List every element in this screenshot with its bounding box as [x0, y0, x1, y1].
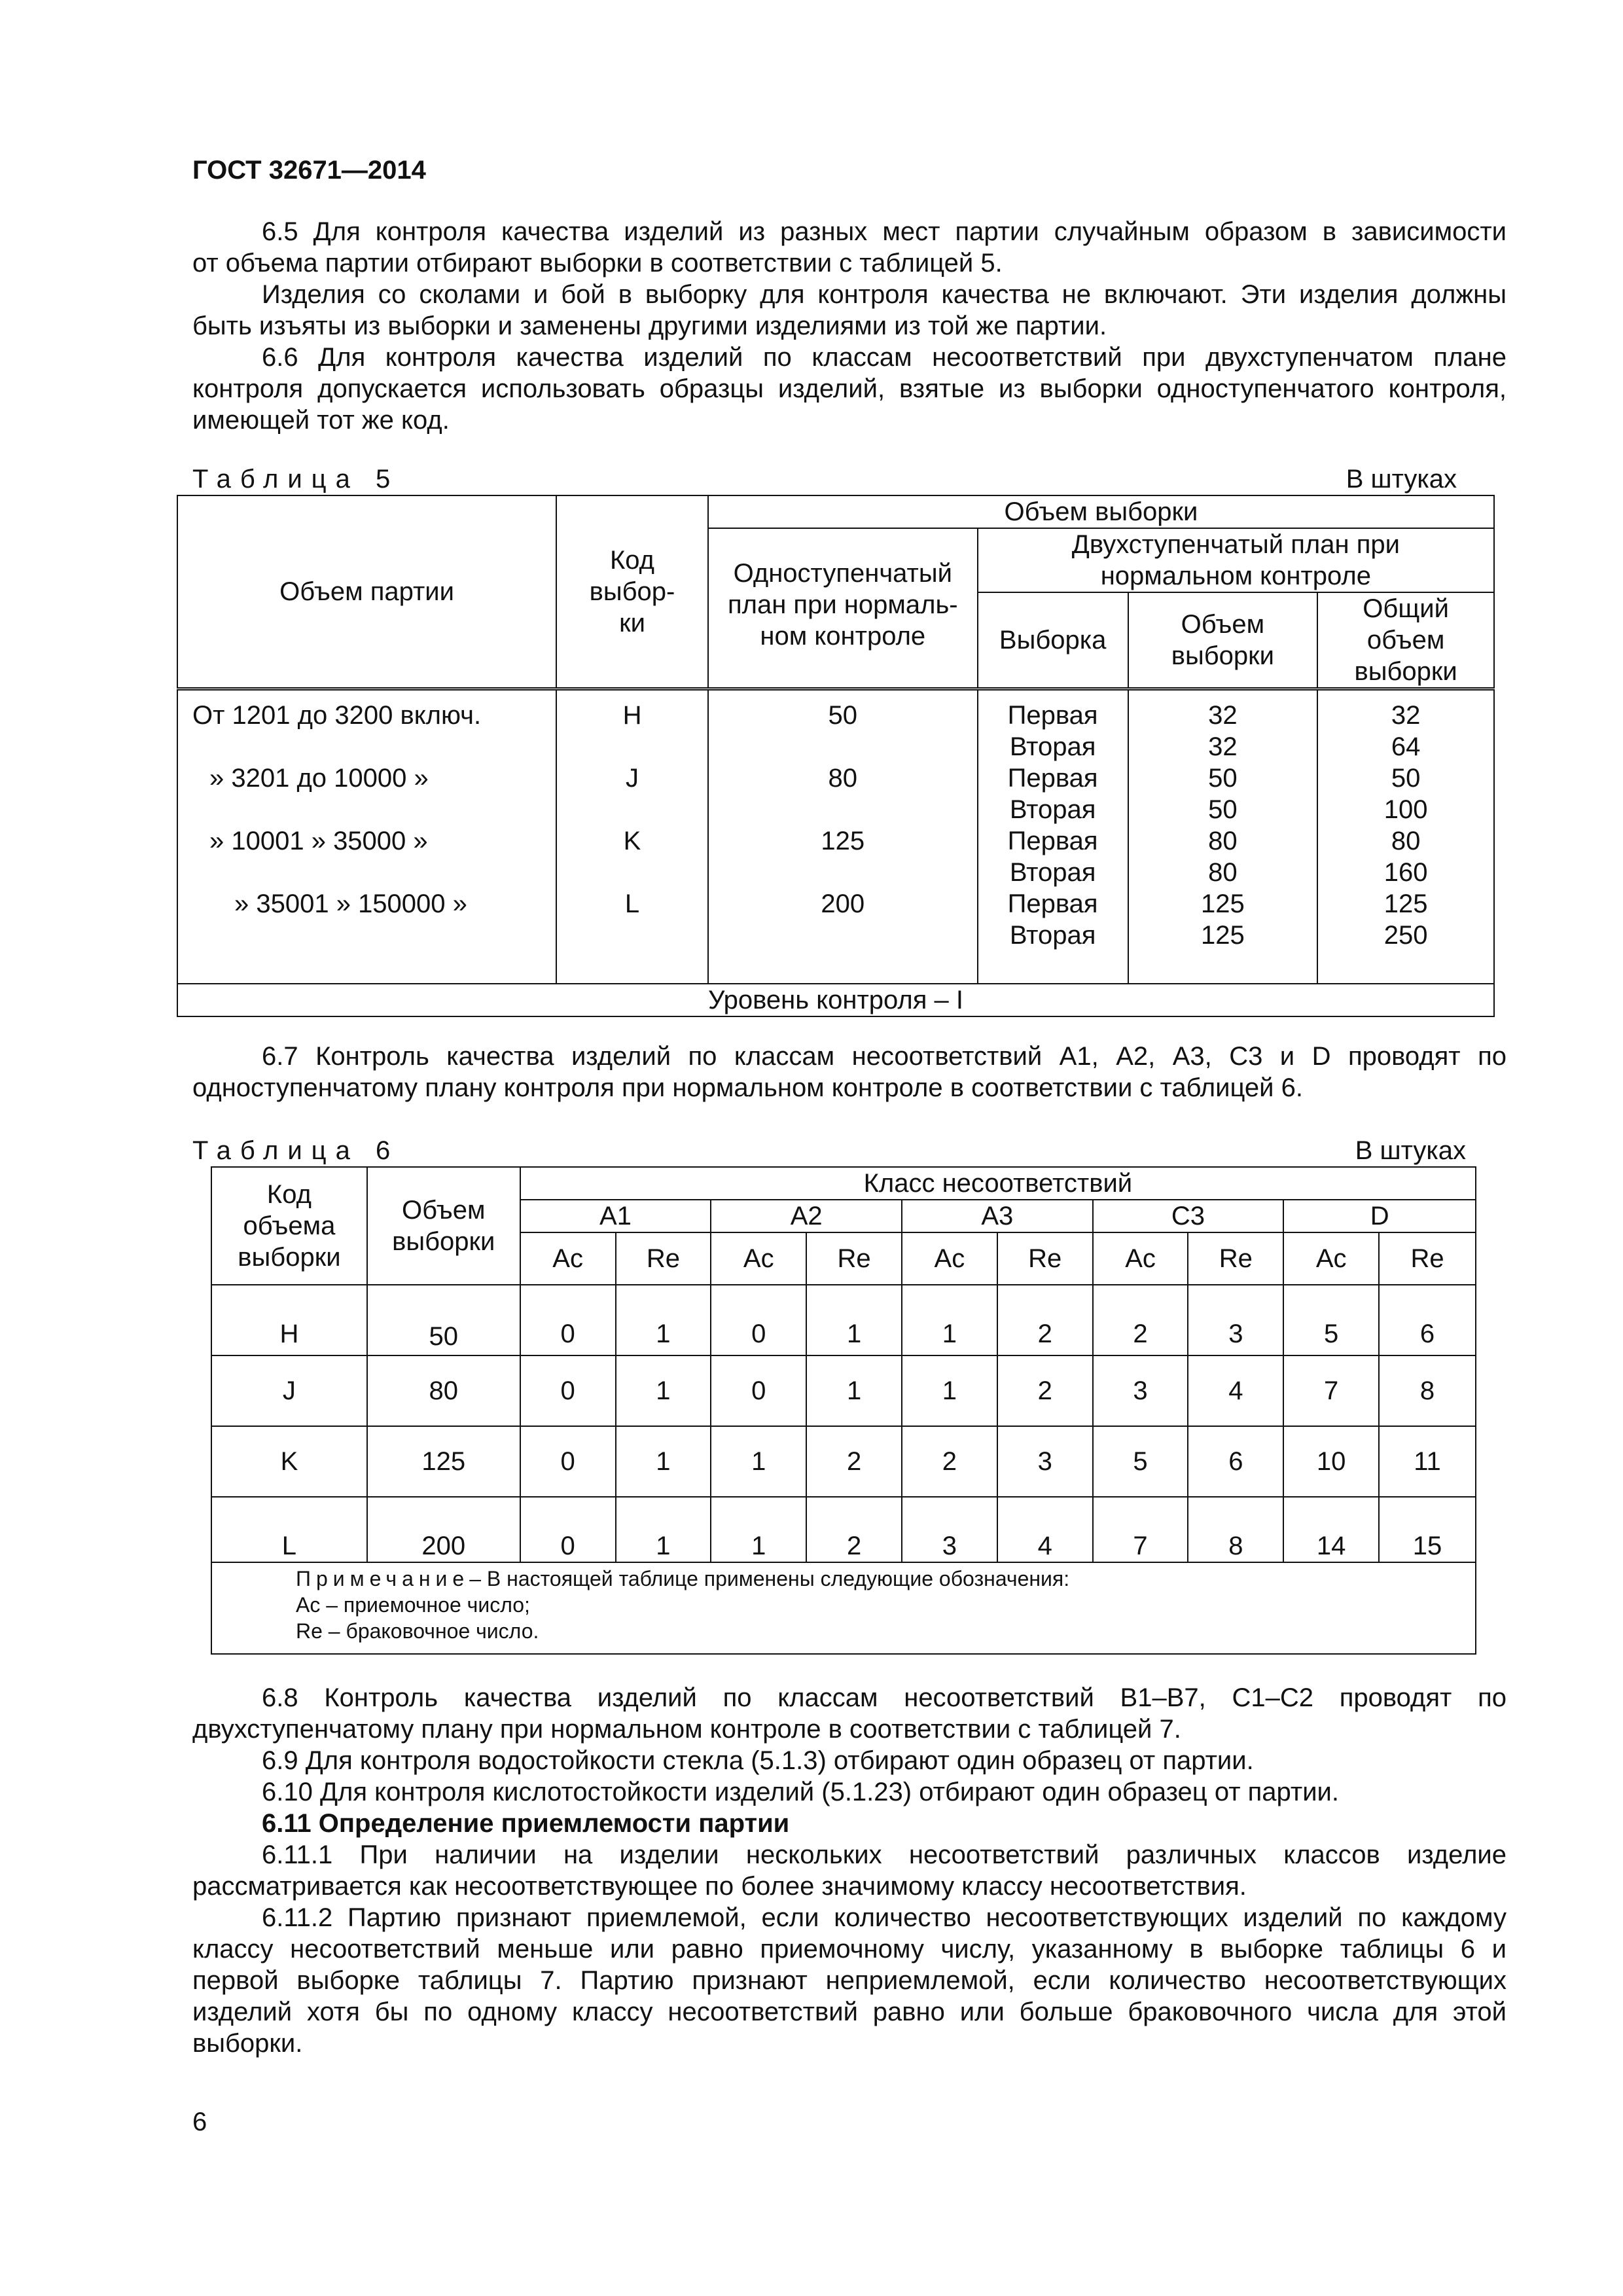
total-column: [1317, 689, 1494, 984]
table-cell: 3: [1188, 1285, 1283, 1355]
lot-cell: От 1201 до 3200 включ.: [192, 701, 482, 730]
header-selection: Выборка: [978, 592, 1128, 689]
table6-caption: Таблица 6: [192, 1136, 400, 1165]
text-line: первой выборке таблицы 7. Партию признают неприемлемой, если количество несоответствующих: [192, 1966, 1507, 1995]
total-cell: 250: [1383, 921, 1428, 950]
text-line: Изделия со сколами и бой в выборку для контроля качества не включают. Эти изделия должны: [262, 280, 1507, 309]
table-cell: 1: [616, 1426, 711, 1497]
total-cell: 64: [1391, 732, 1421, 761]
ac-header: Ac: [1093, 1232, 1188, 1285]
table-cell: 2: [806, 1497, 902, 1562]
single-cell: 50: [828, 701, 858, 730]
table-cell: 4: [997, 1497, 1093, 1562]
total-cell: 125: [1383, 889, 1428, 918]
re-header: Re: [616, 1232, 711, 1285]
table-cell: 14: [1283, 1497, 1379, 1562]
text-line: одноступенчатому плану контроля при нормальном контроле в соответствии с таблицей 6.: [192, 1073, 1303, 1102]
total-cell: 160: [1383, 858, 1428, 887]
total-cell: 50: [1391, 764, 1421, 793]
lot-cell: » 35001 » 150000 »: [234, 889, 467, 918]
volume-cell: 50: [1208, 795, 1238, 824]
paragraph-6-7: [192, 1041, 1507, 1103]
table-cell: 8: [1379, 1355, 1476, 1426]
volume-cell: 32: [1208, 732, 1238, 761]
code-cell: J: [626, 764, 639, 793]
volume-cell: 125: [1201, 921, 1245, 950]
re-header: Re: [1188, 1232, 1283, 1285]
lot-cell: » 10001 » 35000 »: [209, 827, 428, 855]
text-line: контроля допускается использовать образцы изделий, взятые из выборки одноступенчатого контроля,: [192, 374, 1507, 403]
table-cell: 8: [1188, 1497, 1283, 1562]
note-label: Примечание: [296, 1567, 470, 1590]
table6-note: [211, 1562, 1476, 1654]
table-cell: 0: [520, 1355, 616, 1426]
table-row: [211, 1426, 1476, 1497]
table-cell: 4: [1188, 1355, 1283, 1426]
table-cell: 15: [1379, 1497, 1476, 1562]
table-cell: 1: [616, 1497, 711, 1562]
volume-cell: 80: [1208, 858, 1238, 887]
selection-cell: Первая: [1007, 889, 1098, 918]
lot-column: [177, 689, 556, 984]
re-header: Re: [806, 1232, 902, 1285]
table-cell: 0: [711, 1355, 806, 1426]
table-cell: 1: [711, 1497, 806, 1562]
table-cell: 2: [997, 1285, 1093, 1355]
paragraph-6-5: [192, 216, 1507, 436]
table-row: [211, 1285, 1476, 1355]
text-line: выборки.: [192, 2029, 303, 2058]
volume-cell: 80: [1208, 827, 1238, 855]
text-line: быть изъяты из выборки и заменены другими изделиями из той же партии.: [192, 312, 1107, 340]
table-cell: 1: [902, 1355, 997, 1426]
ac-header: Ac: [520, 1232, 616, 1285]
document-header: ГОСТ 32671—2014: [192, 156, 426, 185]
header-sample-volume: Объем выборки: [708, 495, 1494, 528]
header-volume: Объем выборки: [367, 1167, 520, 1285]
table-cell: 6: [1188, 1426, 1283, 1497]
table-cell: 6: [1379, 1285, 1476, 1355]
table-cell: L: [211, 1497, 367, 1562]
table-cell: 7: [1283, 1355, 1379, 1426]
volume-cell: 125: [1201, 889, 1245, 918]
paragraph-6-8: [192, 1682, 1507, 2059]
code-cell: L: [624, 889, 640, 918]
code-cell: K: [623, 827, 641, 855]
header-class: Класс несоответствий: [520, 1167, 1476, 1200]
table-cell: 50: [367, 1285, 520, 1355]
selection-cell: Первая: [1007, 764, 1098, 793]
table-cell: 1: [616, 1285, 711, 1355]
table-cell: J: [211, 1355, 367, 1426]
table5-footer: Уровень контроля – I: [177, 984, 1494, 1016]
re-header: Re: [997, 1232, 1093, 1285]
header-code: Код объема выборки: [211, 1167, 367, 1285]
text-line: 6.5 Для контроля качества изделий из разных мест партии случайным образом в зависимости: [262, 217, 1507, 246]
volume-cell: 50: [1208, 764, 1238, 793]
header-total: Общий объем выборки: [1317, 592, 1494, 689]
table-cell: 10: [1283, 1426, 1379, 1497]
text-line: изделий хотя бы по одному классу несоответствий равно или больше браковочного числа для этой: [192, 1998, 1507, 2026]
total-cell: 100: [1383, 795, 1428, 824]
selection-cell: Первая: [1007, 827, 1098, 855]
ac-header: Ac: [711, 1232, 806, 1285]
table5-caption: Таблица 5: [192, 465, 400, 493]
ac-header: Ac: [1283, 1232, 1379, 1285]
text-line: классу несоответствий меньше или равно приемочному числу, указанному в выборке таблицы 6 и: [192, 1935, 1507, 1964]
text-line: двухступенчатому плану при нормальном контроле в соответствии с таблицей 7.: [192, 1715, 1181, 1744]
selection-cell: Вторая: [1009, 795, 1096, 824]
note-text: Re – браковочное число.: [296, 1619, 539, 1643]
table-cell: 1: [616, 1355, 711, 1426]
text-line: от объема партии отбирают выборки в соответствии с таблицей 5.: [192, 249, 1003, 278]
code-cell: H: [622, 701, 642, 730]
header-code: Код выбор- ки: [556, 495, 708, 689]
table-cell: 80: [367, 1355, 520, 1426]
text-line: 6.6 Для контроля качества изделий по классам несоответствий при двухступенчатом плане: [262, 343, 1507, 372]
table-cell: 1: [806, 1355, 902, 1426]
page-number: 6: [192, 2108, 207, 2136]
table-cell: 7: [1093, 1497, 1188, 1562]
selection-cell: Первая: [1007, 701, 1098, 730]
section-title-6-11: 6.11 Определение приемлемости партии: [262, 1809, 790, 1838]
table-row: [211, 1497, 1476, 1562]
table-cell: 0: [520, 1285, 616, 1355]
class-a1: А1: [520, 1200, 711, 1232]
single-stage-column: [708, 689, 978, 984]
class-a2: А2: [711, 1200, 902, 1232]
table-cell: 2: [1093, 1285, 1188, 1355]
table-cell: 1: [902, 1285, 997, 1355]
text-line: 6.7 Контроль качества изделий по классам несоответствий А1, А2, А3, С3 и D проводят по: [262, 1042, 1507, 1071]
volume-cell: 32: [1208, 701, 1238, 730]
single-cell: 80: [828, 764, 858, 793]
table-cell: 5: [1283, 1285, 1379, 1355]
table-6: [211, 1166, 1476, 1655]
selection-column: [978, 689, 1128, 984]
volume-column: [1128, 689, 1318, 984]
lot-cell: » 3201 до 10000 »: [209, 764, 429, 793]
table5-units: В штуках: [1346, 465, 1457, 493]
table-cell: 2: [806, 1426, 902, 1497]
note-text: Ac – приемочное число;: [296, 1593, 530, 1617]
selection-cell: Вторая: [1009, 732, 1096, 761]
table-cell: 125: [367, 1426, 520, 1497]
table-5: [177, 495, 1495, 1017]
single-cell: 200: [821, 889, 865, 918]
table-cell: 2: [997, 1355, 1093, 1426]
class-a3: А3: [902, 1200, 1093, 1232]
text-line: 6.11.2 Партию признают приемлемой, если количество несоответствующих изделий по каждому: [262, 1903, 1507, 1932]
table-cell: 0: [520, 1426, 616, 1497]
total-cell: 32: [1391, 701, 1421, 730]
table-cell: 0: [520, 1497, 616, 1562]
paragraph-6-10: 6.10 Для контроля кислотостойкости изделий (5.1.23) отбирают один образец от партии.: [262, 1778, 1340, 1806]
code-column: [556, 689, 708, 984]
header-lot: Объем партии: [177, 495, 556, 689]
table-cell: 11: [1379, 1426, 1476, 1497]
table-cell: 2: [902, 1426, 997, 1497]
text-line: рассматривается как несоответствующее по более значимому классу несоответствия.: [192, 1872, 1247, 1901]
total-cell: 80: [1391, 827, 1421, 855]
paragraph-6-9: 6.9 Для контроля водостойкости стекла (5.1.3) отбирают один образец от партии.: [262, 1746, 1254, 1775]
selection-cell: Вторая: [1009, 921, 1096, 950]
text-line: 6.11.1 При наличии на изделии нескольких несоответствий различных классов изделие: [262, 1840, 1507, 1869]
table-cell: 1: [806, 1285, 902, 1355]
class-c3: С3: [1093, 1200, 1284, 1232]
selection-cell: Вторая: [1009, 858, 1096, 887]
table-cell: 3: [902, 1497, 997, 1562]
note-text: – В настоящей таблице применены следующие обозначения:: [469, 1567, 1070, 1590]
class-d: D: [1283, 1200, 1476, 1232]
table-cell: H: [211, 1285, 367, 1355]
text-line: 6.8 Контроль качества изделий по классам несоответствий В1–В7, С1–С2 проводят по: [262, 1683, 1507, 1712]
single-cell: 125: [821, 827, 865, 855]
table-cell: 3: [997, 1426, 1093, 1497]
table-cell: 200: [367, 1497, 520, 1562]
ac-header: Ac: [902, 1232, 997, 1285]
re-header: Re: [1379, 1232, 1476, 1285]
header-volume: Объем выборки: [1128, 592, 1318, 689]
table-cell: 0: [711, 1285, 806, 1355]
table-cell: 3: [1093, 1355, 1188, 1426]
table-row: [211, 1355, 1476, 1426]
header-single-stage: Одноступенчатый план при нормаль- ном контроле: [708, 528, 978, 689]
header-double-stage: Двухступенчатый план при нормальном контроле: [978, 528, 1494, 592]
table-cell: 1: [711, 1426, 806, 1497]
text-line: имеющей тот же код.: [192, 406, 450, 435]
table6-units: В штуках: [1355, 1136, 1466, 1165]
table-cell: 5: [1093, 1426, 1188, 1497]
table-cell: K: [211, 1426, 367, 1497]
